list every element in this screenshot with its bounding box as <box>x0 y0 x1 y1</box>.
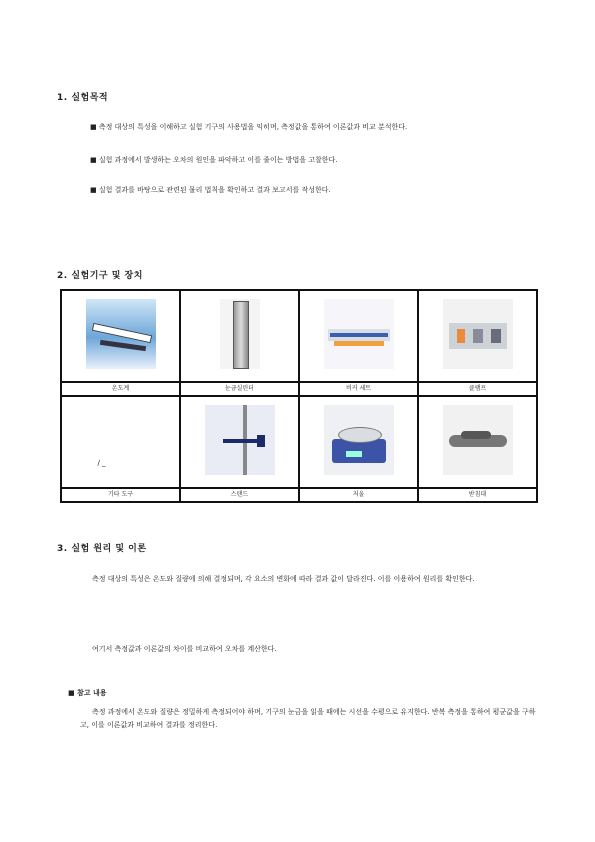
misc-tool-image: / _ <box>86 405 156 475</box>
stand-image <box>205 405 275 475</box>
equipment-label: 스탠드 <box>180 488 299 502</box>
clamp-image <box>443 299 513 369</box>
graduated-cylinder-image <box>220 299 260 369</box>
equipment-cell <box>299 290 418 382</box>
beaker-set-image <box>324 299 394 369</box>
equipment-label: 클램프 <box>418 382 537 396</box>
equipment-label: 비커 세트 <box>299 382 418 396</box>
pad-image <box>443 405 513 475</box>
equipment-cell <box>299 396 418 488</box>
equipment-label: 온도계 <box>61 382 180 396</box>
equipment-cell <box>61 290 180 382</box>
bullet-1 <box>82 121 544 134</box>
section-1-heading: 1. 실험목적 <box>57 93 109 103</box>
equipment-cell <box>180 396 299 488</box>
bullet-2-text: ■ 실험 과정에서 발생하는 오차의 원인을 파악하고 이를 줄이는 방법을 고찰한다. <box>90 156 338 164</box>
bullet-3-text: ■ 실험 결과를 바탕으로 관련된 물리 법칙을 확인하고 결과 보고서를 작성한다. <box>90 186 331 194</box>
bullet-2 <box>82 154 544 167</box>
equipment-cell <box>180 290 299 382</box>
scale-image <box>324 405 394 475</box>
equipment-table <box>60 289 538 503</box>
equipment-label: 받침대 <box>418 488 537 502</box>
equipment-cell <box>61 396 180 488</box>
equipment-label: 저울 <box>299 488 418 502</box>
section-2-heading: 2. 실험기구 및 장치 <box>57 271 143 281</box>
theory-paragraph-1: 측정 대상의 특성은 온도와 질량에 의해 결정되며, 각 요소의 변화에 따라 결과 값이 달라진다. 이를 이용하여 원리를 확인한다. <box>92 575 475 583</box>
equipment-cell <box>418 290 537 382</box>
section-3-heading: 3. 실험 원리 및 이론 <box>57 544 147 554</box>
equipment-label: 기타 도구 <box>61 488 180 502</box>
reference-paragraph: 측정 과정에서 온도와 질량은 정밀하게 측정되어야 하며, 기구의 눈금을 읽을 때에는 시선을 수평으로 유지한다. 반복 측정을 통하여 평균값을 구하고, 이를 이론값과 비교하여 결과를 정리한다. <box>80 708 536 729</box>
equipment-cell <box>418 396 537 488</box>
theory-paragraph-2: 여기서 측정값과 이론값의 차이를 비교하여 오차를 계산한다. <box>92 645 277 653</box>
thermometer-image <box>86 299 156 369</box>
reference-heading: ■ 참고 내용 <box>68 689 107 697</box>
bullet-3 <box>82 184 544 197</box>
equipment-label: 눈금실린더 <box>180 382 299 396</box>
bullet-1-text: ■ 측정 대상의 특성을 이해하고 실험 기구의 사용법을 익히며, 측정값을 통하여 이론값과 비교 분석한다. <box>90 123 408 131</box>
